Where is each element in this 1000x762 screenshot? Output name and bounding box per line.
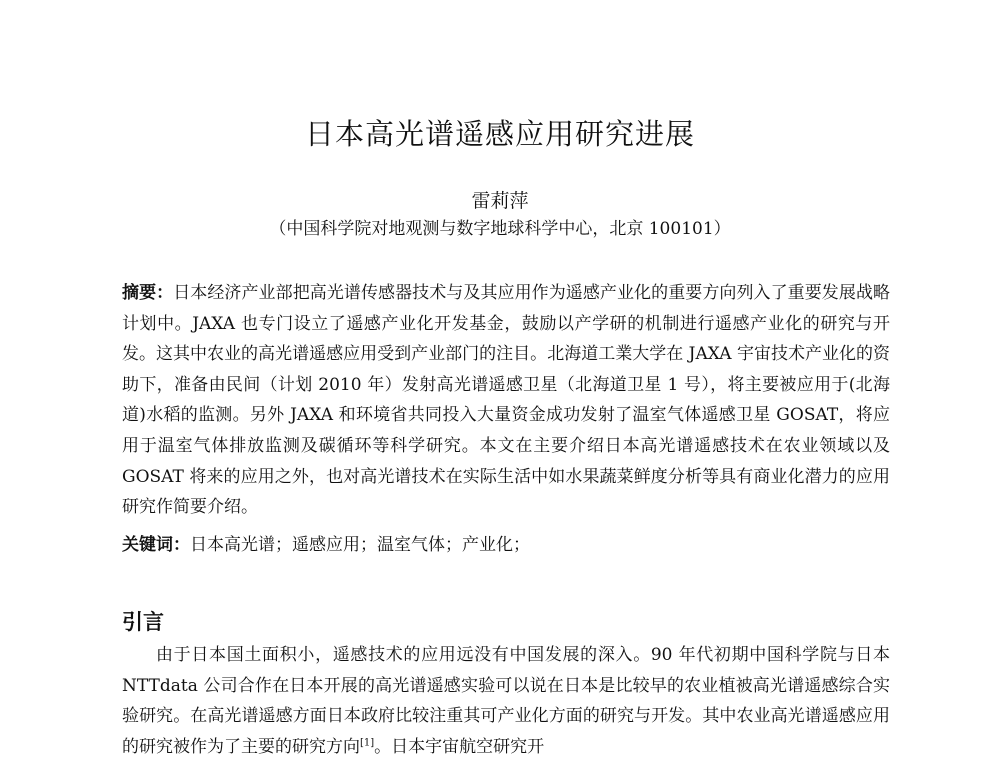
citation-marker[interactable]: [1] xyxy=(360,736,375,748)
introduction-text: 由于日本国土面积小，遥感技术的应用远没有中国发展的深入。90 年代初期中国科学院与日本 NTTdata 公司合作在日本开展的高光谱遥感实验可以说在日本是比较早的农业植被高光谱遥感综合实验研究。在高光谱遥感方面日本政府比较注重其可产业化方面的研究与开发。其中农业高光谱遥感应用的研究被作为了主要的研究方向 xyxy=(122,645,890,757)
abstract-label: 摘要： xyxy=(122,283,174,303)
abstract-text: 日本经济产业部把高光谱传感器技术与及其应用作为遥感产业化的重要方向列入了重要发展战略计划中。JAXA 也专门设立了遥感产业化开发基金，鼓励以产学研的机制进行遥感产业化的研究与开发。这其中农业的高光谱遥感应用受到产业部门的注目。北海道工業大学在 JAXA 宇宙技术产业化的资助下，准备由民间（计划 2010 年）发射高光谱遥感卫星（北海道卫星 1 号），将主要被应用于(北海道)水稻的监测。另外 JAXA 和环境省共同投入大量资金成功发射了温室气体遥感卫星 GOSAT，将应用于温室气体排放监测及碳循环等科学研究。本文在主要介绍日本高光谱遥感技术在农业领域以及 GOSAT 将来的应用之外，也对高光谱技术在实际生活中如水果蔬菜鲜度分析等具有商业化潜力的应用研究作简要介绍。 xyxy=(122,283,891,518)
keywords-text: 日本高光谱；遥感应用；温室气体；产业化； xyxy=(190,535,530,555)
author-affiliation: （中国科学院对地观测与数字地球科学中心，北京 100101） xyxy=(269,219,731,239)
section-heading-introduction: 引言 xyxy=(122,609,164,634)
introduction-paragraph xyxy=(122,640,890,762)
introduction-text-tail: 。日本宇宙航空研究开 xyxy=(374,736,545,757)
keywords-label: 关键词： xyxy=(122,535,190,555)
abstract xyxy=(122,278,890,523)
keywords xyxy=(122,530,890,555)
author-name: 雷莉萍 xyxy=(471,190,529,212)
paper-title: 日本高光谱遥感应用研究进展 xyxy=(304,117,695,151)
